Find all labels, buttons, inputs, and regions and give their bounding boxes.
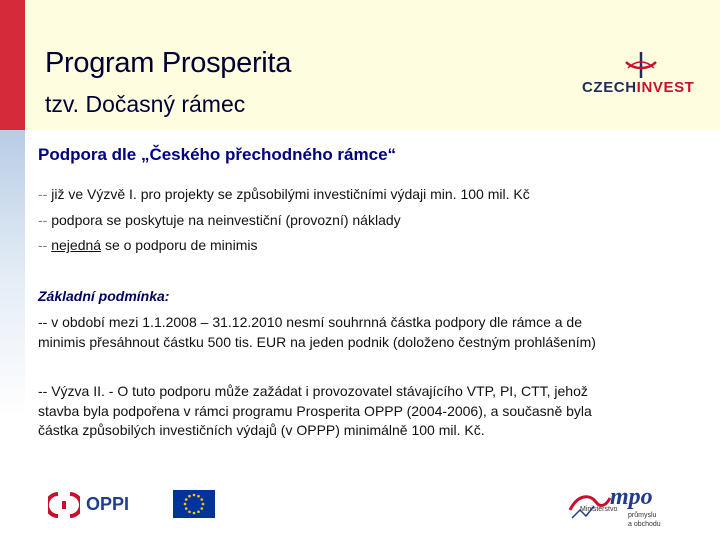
eu-flag-icon	[173, 490, 215, 518]
oppi-logo	[48, 490, 148, 520]
condition-paragraph	[38, 313, 688, 352]
bullet-dash: --	[38, 237, 48, 253]
condition-label: Základní podmínka:	[38, 288, 170, 304]
mpo-line-1: Ministerstvo	[580, 506, 618, 513]
bullet-line-2	[38, 212, 401, 228]
bullet-dash: --	[38, 186, 48, 202]
page-subtitle: tzv. Dočasný rámec	[45, 91, 246, 117]
bullet-text: se o podporu de minimis	[104, 237, 258, 253]
bullet-line-3	[38, 237, 257, 253]
oppi-label: OPPI	[86, 494, 130, 514]
czechinvest-wordmark: CZECHINVEST	[582, 79, 695, 96]
condition-line-2: minimis přesáhnout částku 500 tis. EUR na jeden podnik (doloženo čestným prohlášením)	[38, 333, 596, 350]
bullet-underlined-word: nejedná	[51, 237, 102, 253]
mpo-logo	[566, 484, 676, 530]
call2-line-2: stavba byla podpořena v rámci programu Prosperita OPPP (2004-2006), a současně byla	[38, 402, 592, 419]
czechinvest-emblem-icon	[624, 52, 658, 80]
bullet-text: podpora se poskytuje na neinvestiční (provozní) náklady	[51, 212, 401, 228]
mpo-line-2: průmyslu	[628, 512, 657, 519]
bullet-line-1	[38, 186, 530, 202]
red-accent-bar	[0, 0, 25, 130]
czechinvest-logo	[582, 52, 700, 98]
oppi-emblem-icon	[48, 490, 80, 520]
bullet-dash: --	[38, 212, 48, 228]
page-title: Program Prosperita	[45, 47, 292, 79]
section-heading: Podpora dle „Českého přechodného rámce“	[38, 145, 397, 164]
call2-line-3: částka způsobilých investičních výdajů (v OPPP) minimálně 100 mil. Kč.	[38, 422, 485, 438]
mpo-label: mpo	[610, 484, 653, 510]
eu-stars-icon	[173, 490, 215, 518]
left-gradient-strip	[0, 130, 25, 540]
mpo-line-3: a obchodu	[628, 521, 661, 528]
call2-paragraph	[38, 382, 688, 441]
call2-line-1: -- Výzva II. - O tuto podporu může zažádat i provozovatel stávajícího VTP, PI, CTT, jehož	[38, 383, 588, 399]
bullet-text: již ve Výzvě I. pro projekty se způsobilými investičními výdaji min. 100 mil. Kč	[51, 186, 530, 202]
condition-line-1: -- v období mezi 1.1.2008 – 31.12.2010 nesmí souhrnná částka podpory dle rámce a de	[38, 314, 583, 330]
